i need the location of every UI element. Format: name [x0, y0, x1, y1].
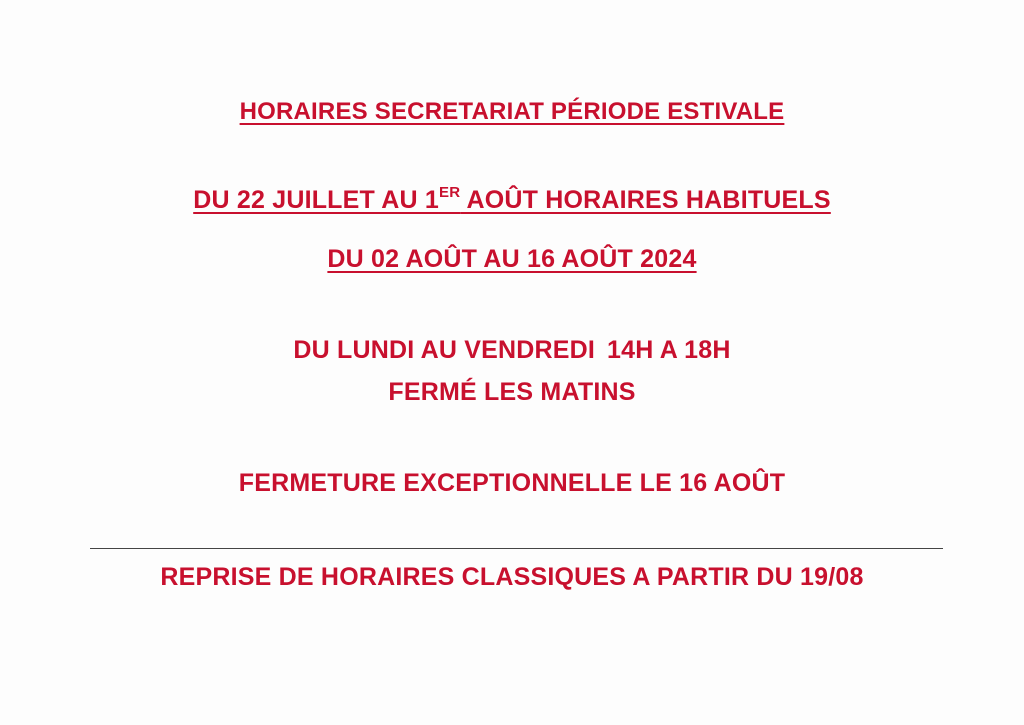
- horizontal-divider: [90, 548, 943, 549]
- exceptional-closure-line: [0, 469, 1024, 498]
- days-range: DU LUNDI AU VENDREDI: [293, 336, 596, 364]
- period1-text: [193, 186, 831, 214]
- notice-title-line: [0, 98, 1024, 126]
- period1-superscript: ER: [438, 184, 461, 201]
- period1-suffix: AOÛT HORAIRES HABITUELS: [460, 186, 831, 215]
- resume-line: [0, 563, 1024, 592]
- period1-prefix: DU 22 JUILLET AU 1: [193, 186, 439, 215]
- closed-mornings-line: [0, 378, 1024, 407]
- period1-line: [0, 186, 1024, 215]
- period2-text: DU 02 AOÛT AU 16 AOÛT 2024: [327, 245, 697, 273]
- closed-mornings-text: FERMÉ LES MATINS: [388, 378, 636, 406]
- days-hours-line: [0, 336, 1024, 365]
- resume-text: REPRISE DE HORAIRES CLASSIQUES A PARTIR DU 19/08: [160, 563, 864, 591]
- exceptional-closure-text: FERMETURE EXCEPTIONNELLE LE 16 AOÛT: [238, 469, 786, 497]
- period2-line: [0, 245, 1024, 274]
- notice-title: HORAIRES SECRETARIAT PÉRIODE ESTIVALE: [239, 98, 785, 125]
- hours-range: 14H A 18H: [607, 336, 731, 364]
